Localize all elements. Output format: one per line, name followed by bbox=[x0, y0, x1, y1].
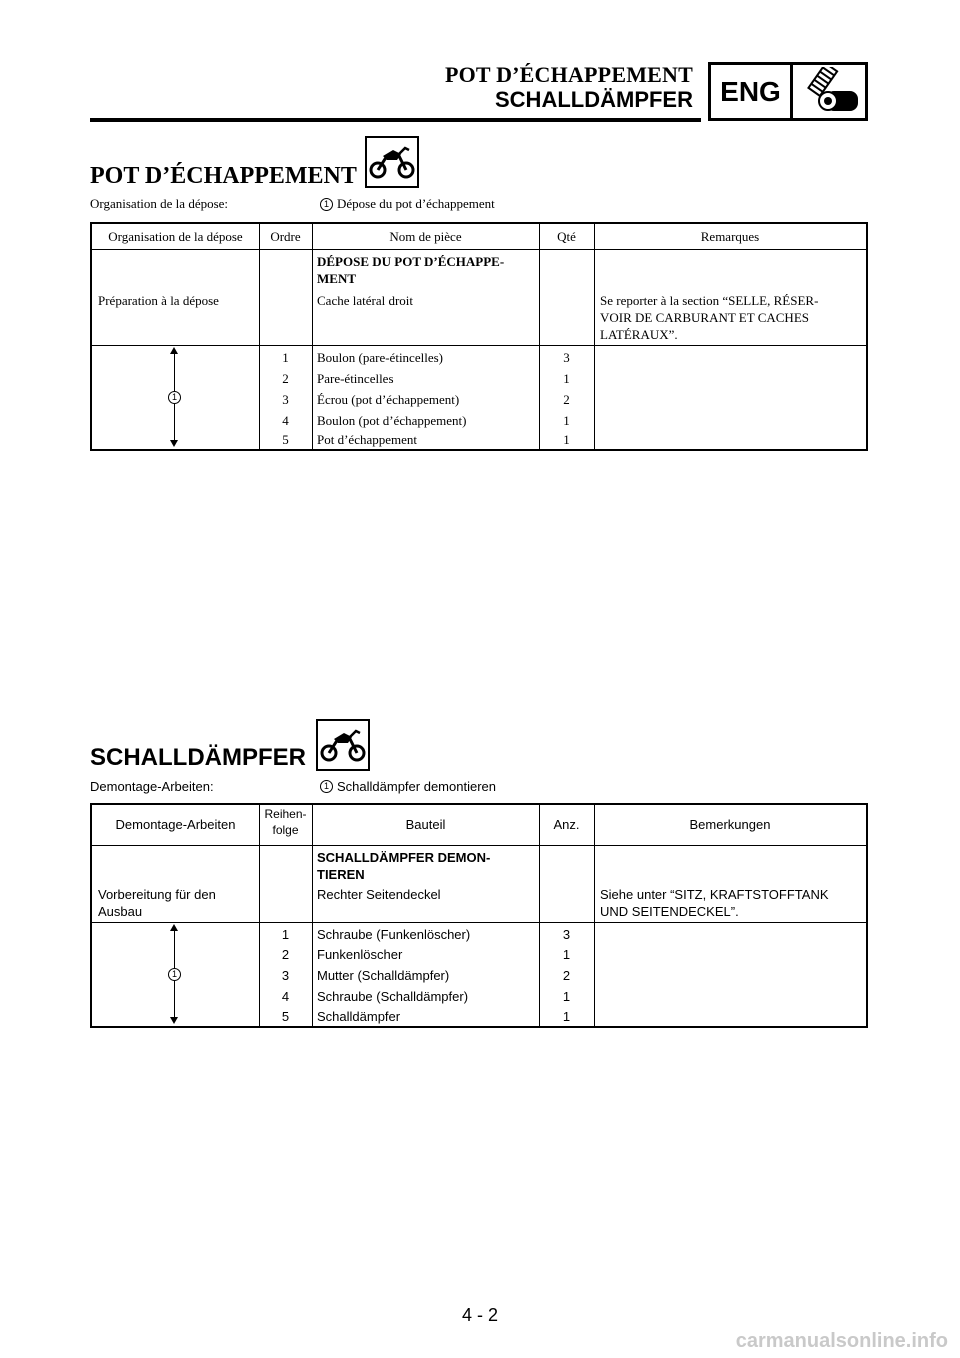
col-header-order: Ordre bbox=[270, 229, 301, 244]
row-qty: 1 bbox=[563, 413, 570, 428]
row-qty: 1 bbox=[563, 371, 570, 386]
removal-table-fr bbox=[90, 222, 868, 451]
prep-org-1: Vorbereitung für den bbox=[98, 887, 216, 902]
prep-heading-2: TIEREN bbox=[317, 867, 365, 882]
col-header-remarks: Remarques bbox=[700, 229, 760, 244]
prep-part: Cache latéral droit bbox=[317, 293, 414, 308]
group-marker-fr: 1 bbox=[168, 391, 181, 404]
col-header-remarks: Bemerkungen bbox=[689, 817, 771, 832]
row-qty: 2 bbox=[562, 968, 571, 983]
page-number: 4 - 2 bbox=[461, 1305, 499, 1325]
prep-remark-2: UND SEITENDECKEL”. bbox=[600, 904, 739, 919]
org-value-fr: Dépose du pot d’échappement bbox=[337, 196, 495, 211]
org-label-fr: Organisation de la dépose: bbox=[90, 196, 229, 211]
row-qty: 1 bbox=[562, 947, 571, 962]
section-title-de: SCHALLDÄMPFER bbox=[90, 744, 306, 771]
row-part: Pare-étincelles bbox=[317, 371, 394, 386]
row-qty: 3 bbox=[563, 350, 570, 365]
org-value-de: Schalldämpfer demontieren bbox=[337, 779, 496, 794]
group-marker-de: 1 bbox=[168, 968, 181, 981]
prep-part: Rechter Seitendeckel bbox=[317, 887, 441, 902]
motorcycle-icon-box-de bbox=[316, 719, 370, 771]
col-header-part: Bauteil bbox=[405, 817, 446, 832]
row-part: Écrou (pot d’échappement) bbox=[317, 392, 460, 407]
row-order: 2 bbox=[282, 371, 289, 386]
row-part: Schraube (Funkenlöscher) bbox=[317, 927, 471, 942]
prep-org: Préparation à la dépose bbox=[98, 293, 219, 308]
row-part: Boulon (pot d’échappement) bbox=[317, 413, 467, 428]
row-qty: 1 bbox=[562, 989, 571, 1004]
prep-remark-2: VOIR DE CARBURANT ET CACHES bbox=[600, 310, 809, 325]
row-order: 2 bbox=[281, 947, 290, 962]
row-part: Mutter (Schalldämpfer) bbox=[317, 968, 450, 983]
col-header-qty: Qté bbox=[557, 229, 576, 244]
section-tag-box bbox=[708, 62, 868, 121]
row-order: 5 bbox=[282, 432, 289, 447]
org-label-de: Demontage-Arbeiten: bbox=[90, 779, 214, 794]
col-header-order-2: folge bbox=[272, 823, 299, 837]
engine-coil-icon bbox=[796, 67, 864, 117]
col-header-org: Demontage-Arbeiten bbox=[115, 817, 236, 832]
prep-remark-1: Se reporter à la section “SELLE, RÉSER- bbox=[600, 293, 819, 308]
row-part: Funkenlöscher bbox=[317, 947, 403, 962]
col-header-order-1: Reihen- bbox=[264, 807, 307, 821]
row-order: 1 bbox=[282, 350, 289, 365]
row-part: Schraube (Schalldämpfer) bbox=[317, 989, 469, 1004]
row-qty: 3 bbox=[562, 927, 571, 942]
row-order: 5 bbox=[281, 1009, 290, 1024]
row-part: Pot d’échappement bbox=[317, 432, 417, 447]
prep-heading-1: DÉPOSE DU POT D’ÉCHAPPE- bbox=[317, 254, 505, 269]
row-order: 1 bbox=[281, 927, 290, 942]
row-qty: 1 bbox=[563, 432, 570, 447]
row-part: Boulon (pare-étincelles) bbox=[317, 350, 443, 365]
prep-heading-1: SCHALLDÄMPFER DEMON- bbox=[317, 850, 491, 865]
section-title-fr: POT D’ÉCHAPPEMENT bbox=[90, 163, 357, 189]
row-part: Schalldämpfer bbox=[317, 1009, 401, 1024]
marker-1-fr: 1 bbox=[320, 198, 333, 211]
motorcycle-icon-box-fr bbox=[365, 136, 419, 188]
prep-org-2: Ausbau bbox=[98, 904, 143, 919]
row-order: 4 bbox=[281, 989, 290, 1004]
header-title-fr: POT D’ÉCHAPPEMENT bbox=[444, 62, 693, 87]
prep-remark-3: LATÉRAUX”. bbox=[600, 327, 678, 342]
removal-table-de bbox=[90, 803, 868, 1028]
marker-1-de: 1 bbox=[320, 780, 333, 793]
motorcycle-icon bbox=[320, 727, 366, 763]
row-order: 3 bbox=[281, 968, 290, 983]
watermark: carmanualsonline.info bbox=[735, 1330, 948, 1352]
prep-remark-1: Siehe unter “SITZ, KRAFTSTOFFTANK bbox=[600, 887, 829, 902]
motorcycle-icon bbox=[369, 144, 415, 180]
section-tag: ENG bbox=[711, 65, 793, 118]
row-qty: 2 bbox=[563, 392, 570, 407]
row-order: 4 bbox=[282, 413, 289, 428]
header-title-de: SCHALLDÄMPFER bbox=[495, 87, 693, 112]
prep-heading-2: MENT bbox=[317, 271, 356, 286]
col-header-org: Organisation de la dépose bbox=[108, 229, 243, 244]
header-rule bbox=[90, 118, 701, 122]
col-header-part: Nom de pièce bbox=[389, 229, 462, 244]
row-order: 3 bbox=[282, 392, 289, 407]
row-qty: 1 bbox=[562, 1009, 571, 1024]
col-header-qty: Anz. bbox=[553, 817, 580, 832]
